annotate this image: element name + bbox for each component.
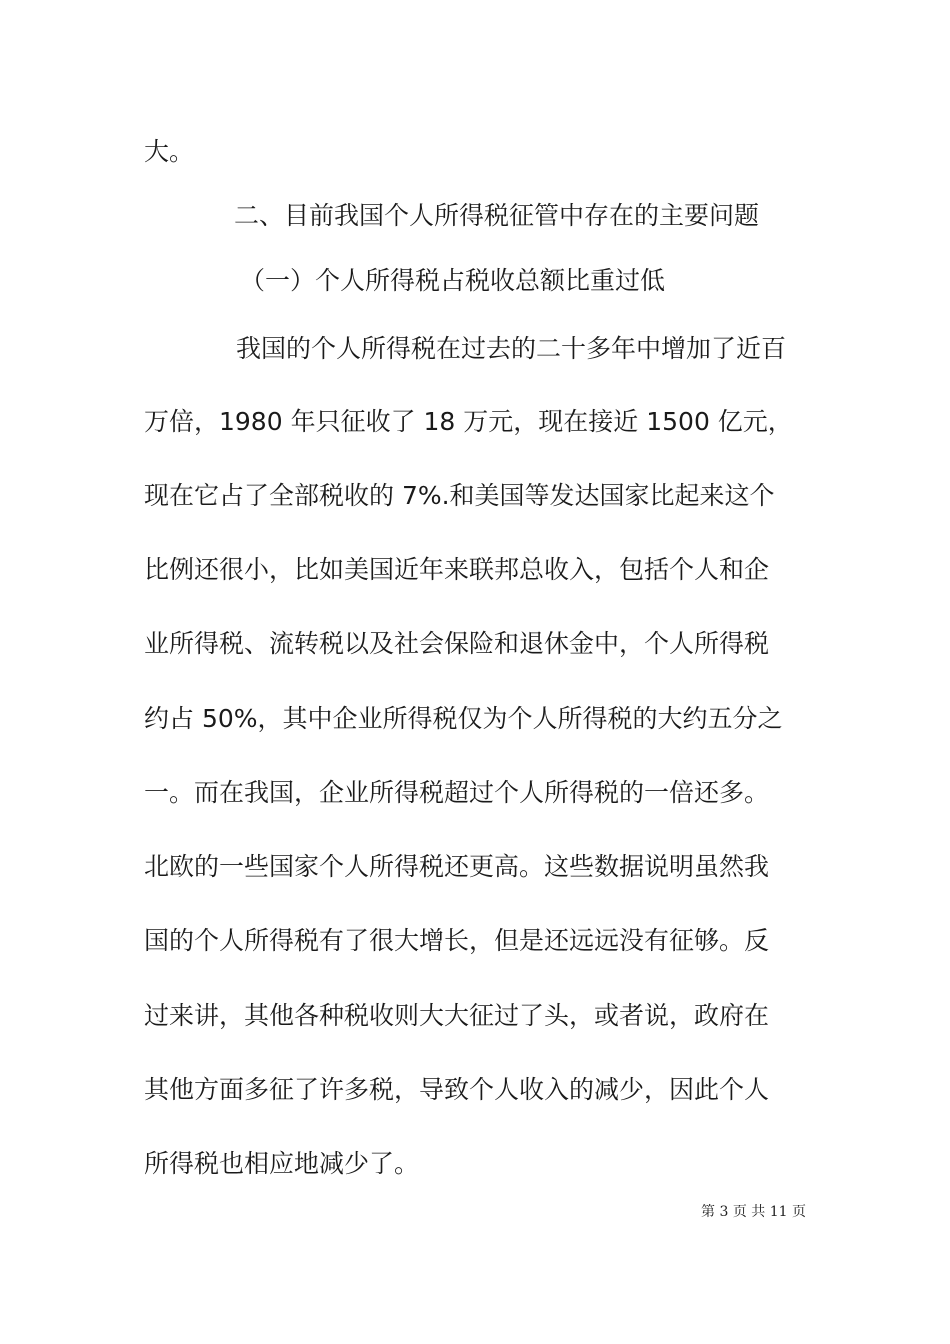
- paragraph-line: 国的个人所得税有了很大增长，但是还远远没有征够。反: [144, 926, 770, 955]
- paragraph-line: 比例还很小，比如美国近年来联邦总收入，包括个人和企: [144, 555, 770, 584]
- paragraph-line: 其他方面多征了许多税，导致个人收入的减少，因此个人: [144, 1075, 770, 1104]
- paragraph-line: 过来讲，其他各种税收则大大征过了头，或者说，政府在: [144, 1001, 770, 1030]
- paragraph-line: 所得税也相应地减少了。: [144, 1149, 420, 1178]
- paragraph-line: 我国的个人所得税在过去的二十多年中增加了近百: [236, 334, 787, 363]
- page-number: 第 3 页 共 11 页: [701, 1204, 806, 1220]
- paragraph-line: 现在它占了全部税收的 7%.和美国等发达国家比起来这个: [144, 481, 775, 510]
- paragraph-line: 北欧的一些国家个人所得税还更高。这些数据说明虽然我: [144, 852, 770, 881]
- paragraph-line: 业所得税、流转税以及社会保险和退休金中，个人所得税: [144, 629, 770, 658]
- paragraph-line: 约占 50%，其中企业所得税仅为个人所得税的大约五分之: [144, 704, 783, 733]
- continuation-text: 大。: [144, 137, 195, 166]
- section-heading: 二、目前我国个人所得税征管中存在的主要问题: [234, 201, 760, 230]
- subsection-heading: （一）个人所得税占税收总额比重过低: [240, 266, 666, 295]
- paragraph-line: 万倍，1980 年只征收了 18 万元，现在接近 1500 亿元，: [144, 407, 793, 436]
- paragraph-line: 一。而在我国，企业所得税超过个人所得税的一倍还多。: [144, 778, 770, 807]
